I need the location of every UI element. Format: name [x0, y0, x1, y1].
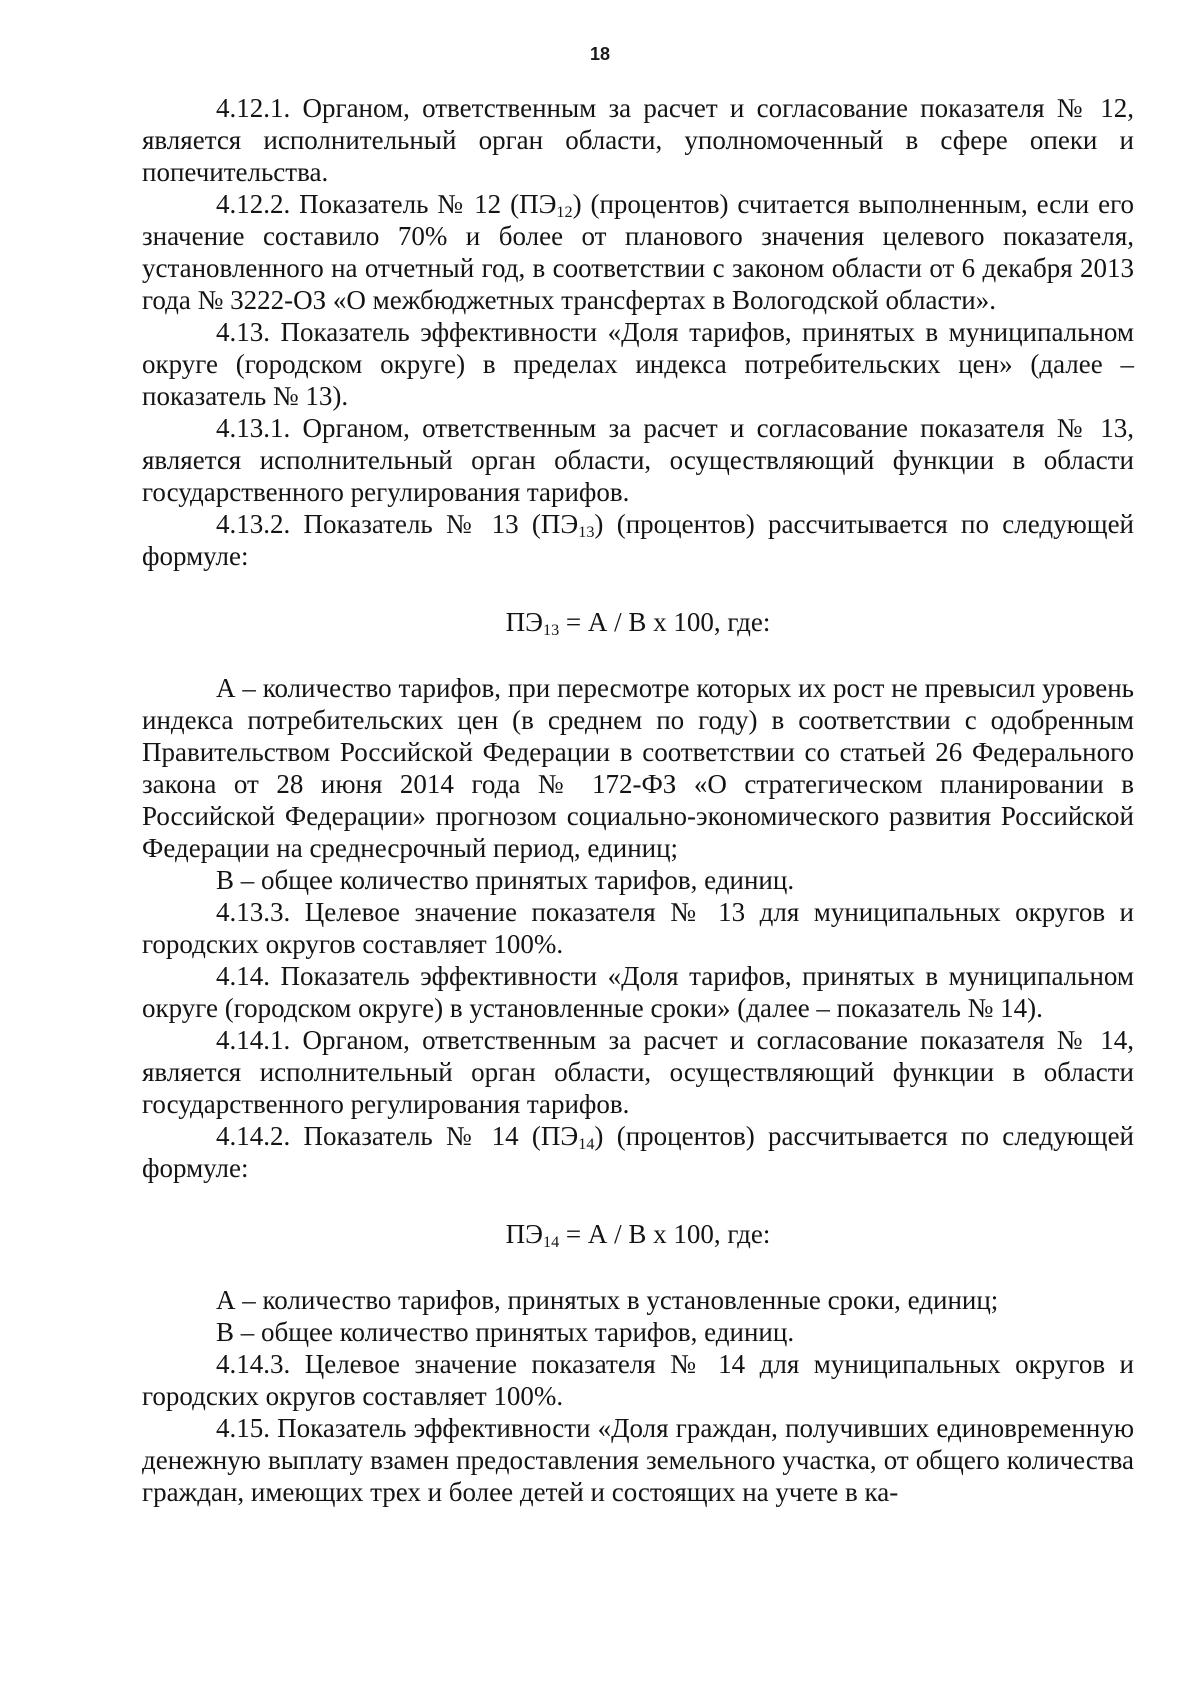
formula-pe13	[142, 606, 1134, 638]
subscript: 12	[556, 203, 573, 222]
subscript: 13	[542, 621, 560, 640]
paragraph-4-15: 4.15. Показатель эффективности «Доля граждан, получивших единовременную денежную выплату взамен предоставления земельного участка, от общего количества граждан, имеющих трех и более детей и состоящих на учете в ка-	[142, 1413, 1134, 1507]
document-body	[142, 92, 1134, 1508]
definition-b-14: В – общее количество принятых тарифов, единиц.	[216, 1317, 795, 1347]
paragraph-4-13-3: 4.13.3. Целевое значение показателя № 13 для муниципальных округов и городских округов составляет 100%.	[142, 897, 1134, 959]
paragraph-4-13-1: 4.13.1. Органом, ответственным за расчет и согласование показателя № 13, является исполнительный орган области, осуществляющий функции в области государственного регулирования тарифов.	[142, 413, 1134, 507]
text-part: 4.12.2. Показатель № 12 (ПЭ	[216, 189, 557, 219]
paragraph-4-14-2	[142, 1120, 1134, 1184]
text-part: 4.14.2. Показатель № 14 (ПЭ	[216, 1121, 579, 1151]
formula-part: = А / В х 100, где:	[559, 607, 771, 637]
paragraph-4-12-1: 4.12.1. Органом, ответственным за расчет и согласование показателя № 12, является исполнительный орган области, уполномоченный в сфере опеки и попечительства.	[142, 93, 1134, 187]
formula-part: = А / В х 100, где:	[559, 1219, 771, 1249]
definition-b-13: В – общее количество принятых тарифов, единиц.	[216, 865, 795, 895]
paragraph-4-13: 4.13. Показатель эффективности «Доля тарифов, принятых в муниципальном округе (городском округе) в пределах индекса потребительских цен» (далее – показатель № 13).	[142, 317, 1134, 411]
formula-part: ПЭ	[505, 607, 543, 637]
definition-a-14: А – количество тарифов, принятых в установленные сроки, единиц;	[216, 1285, 999, 1315]
formula-part: ПЭ	[505, 1219, 543, 1249]
formula-pe14	[142, 1218, 1134, 1250]
text-part: ) (процентов) считается выполненным, если его значение составило 70% и более от планового значения целевого показателя, установленного на отчетный год, в соответствии с законом области от 6 декабря 2013 года № 3222-ОЗ «О межбюджетных трансфертах в Вологодской области».	[142, 189, 1134, 315]
subscript: 14	[578, 1135, 595, 1154]
paragraph-4-14: 4.14. Показатель эффективности «Доля тарифов, принятых в муниципальном округе (городском округе) в установленные сроки» (далее – показатель № 14).	[142, 961, 1134, 1023]
page-number: 18	[589, 44, 611, 64]
paragraph-4-13-2	[142, 508, 1134, 572]
paragraph-4-12-2	[142, 188, 1134, 316]
subscript: 13	[578, 523, 595, 542]
subscript: 14	[542, 1233, 560, 1252]
text-part: 4.13.2. Показатель № 13 (ПЭ	[216, 509, 579, 539]
definition-a-13: А – количество тарифов, при пересмотре которых их рост не превысил уровень индекса потребительских цен (в среднем по году) в соответствии с одобренным Правительством Российской Федерации в соответствии со статьей 26 Федерального закона от 28 июня 2014 года № 172-ФЗ «О стратегическом планировании в Российской Федерации» прогнозом социально-экономического развития Российской Федерации на среднесрочный период, единиц;	[142, 673, 1134, 863]
text-part: ) (процентов) рассчитывается по следующей формуле:	[142, 509, 1135, 571]
paragraph-4-14-1: 4.14.1. Органом, ответственным за расчет и согласование показателя № 14, является исполнительный орган области, осуществляющий функции в области государственного регулирования тарифов.	[142, 1025, 1134, 1119]
paragraph-4-14-3: 4.14.3. Целевое значение показателя № 14 для муниципальных округов и городских округов составляет 100%.	[142, 1349, 1134, 1411]
text-part: ) (процентов) рассчитывается по следующей формуле:	[142, 1121, 1135, 1183]
